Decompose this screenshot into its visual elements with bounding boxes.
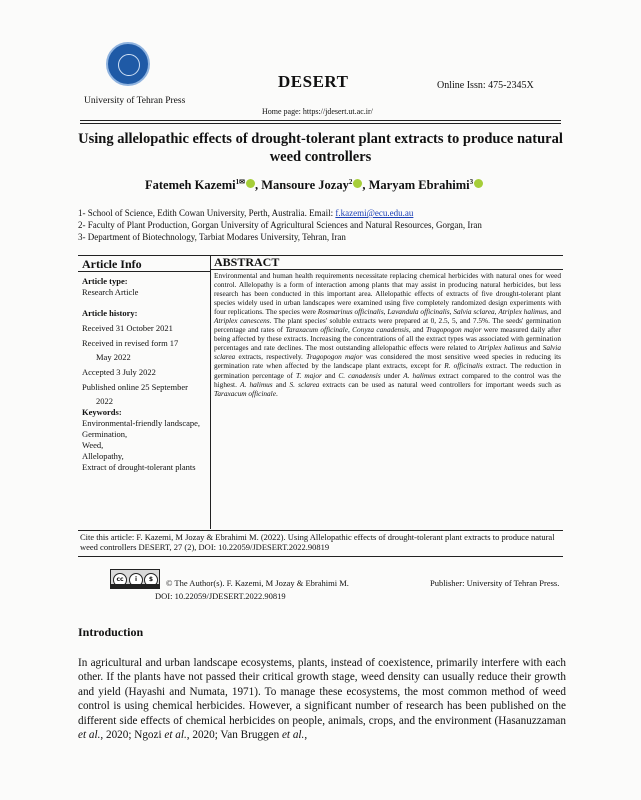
keywords-label: Keywords: xyxy=(82,407,122,417)
author-name: Fatemeh Kazemi xyxy=(145,178,236,193)
orcid-icon[interactable] xyxy=(353,179,362,188)
keyword: Allelopathy, xyxy=(82,451,124,461)
history-label: Article history: xyxy=(82,308,138,318)
creative-commons-icon[interactable]: cc i $ xyxy=(110,569,160,589)
doi[interactable]: DOI: 10.22059/JDESERT.2022.90819 xyxy=(155,591,286,601)
copyright-notice: © The Author(s). F. Kazemi, M Jozay & Ebrahimi M. xyxy=(166,578,349,588)
introduction-text: In agricultural and urban landscape ecosystems, plants, instead of coexistence, primarily interfere with each other. If the plants have not passed their critical growth stage, weed density can usually reduce their growth and yield (Hayashi and Numata, 1971). To manage these ecosystems, the most common method of weed control is using chemical herbicides. However, a significant number of research has been published on the different side effects of chemical herbicides on people, animals, crops, and the environment (Hasanuzzaman et al., 2020; Ngozi et al., 2020; Van Bruggen et al., xyxy=(78,657,566,742)
orcid-icon[interactable] xyxy=(246,179,255,188)
divider xyxy=(78,556,563,557)
author-name: Maryam Ebrahimi xyxy=(368,178,470,193)
article-title: Using allelopathic effects of drought-tolerant plant extracts to produce natural weed controllers xyxy=(78,131,563,165)
introduction-heading: Introduction xyxy=(78,625,144,639)
homepage-link[interactable]: Home page: https://jdesert.ut.ac.ir/ xyxy=(262,107,373,116)
header-rule xyxy=(80,123,561,124)
affiliation-3: 3- Department of Biotechnology, Tarbiat Modares University, Tehran, Iran xyxy=(78,232,346,242)
orcid-icon[interactable] xyxy=(474,179,483,188)
affiliation-text: 1- School of Science, Edith Cowan University, Perth, Australia. Email: xyxy=(78,208,336,218)
author-list: Fatemeh Kazemi$^{1✉}$ , Mansoure Jozay$^2$ , Maryam Ebrahimi$^3$ xyxy=(145,178,483,193)
article-info xyxy=(82,276,208,473)
divider xyxy=(211,269,563,270)
revised-date: Received in revised form 17 xyxy=(82,338,179,348)
keyword: Germination, xyxy=(82,429,128,439)
received-date: Received 31 October 2021 xyxy=(82,323,173,333)
author-superscript: 3 xyxy=(469,178,474,186)
abstract-heading: ABSTRACT xyxy=(214,255,280,269)
university-name: University of Tehran Press xyxy=(84,96,186,106)
abstract-text: Environmental and human health requirements necessitate replacing chemical herbicides with natural ones for weed control. Allelopathy is a form of interaction among plants that may assist in producing natural herbicides, but less research has been conducted in this important area. Allelopathic effects of extracts of five drought-tolerant plant species widely used in urban landscapes were examined using five completely randomized design experiments with four replications. The species were Rosmarinus officinalis, Lavandula officinalis, Salvia sclarea, Atriplex halimus, and Atriplex canescens. The plant species' soluble extracts were prepared at 0, 2.5, 5, and 7.5%. The seeds' germination percentage and rates of Taraxacum officinale, Conyza canadensis, and Tragopogon major were measured daily after being affected by these extracts. Increasing the concentrations of all the extract types was associated with germination percentages and rate declines. The most outstanding allelopathic effects were related to Atriplex halimus and Salvia sclarea extracts, respectively. Tragopogon major was considered the most sensitive weed species in reducing its germination rate when affected by the landscape plant extracts, except for R. officinalis extract. The reduction in germination percentage of T. major and C. canadensis under A. halimus extract compared to the control was the highest. A. halimus and S. sclarea extracts can be used as natural weed controllers for important weeds such as Taraxacum officinale. xyxy=(214,271,562,398)
keyword: Weed, xyxy=(82,440,104,450)
author-superscript: 1✉ xyxy=(235,178,245,186)
publisher: Publisher: University of Tehran Press. xyxy=(430,578,560,588)
revised-date-cont: May 2022 xyxy=(96,352,131,362)
citation: Cite this article: F. Kazemi, M Jozay & Ebrahimi M. (2022). Using Allelopathic effects of drought-tolerant plant extracts to produce natural weed controllers DESERT, 27 (2), DOI: 10.22059/JDESERT.2022.90819 xyxy=(80,532,555,552)
divider xyxy=(78,271,210,272)
divider xyxy=(78,255,563,256)
keyword: Environmental-friendly landscape, xyxy=(82,418,201,428)
article-info-heading: Article Info xyxy=(82,257,142,271)
author-superscript: 2 xyxy=(348,178,353,186)
author-name: Mansoure Jozay xyxy=(261,178,349,193)
accepted-date: Accepted 3 July 2022 xyxy=(82,367,156,377)
affiliation-1 xyxy=(78,207,482,219)
keyword: Extract of drought-tolerant plants xyxy=(82,462,196,472)
university-logo-icon xyxy=(106,42,150,86)
issn: Online Issn: 475-2345X xyxy=(437,80,534,91)
affiliations xyxy=(78,207,482,243)
journal-title: DESERT xyxy=(278,72,349,91)
affiliation-2: 2- Faculty of Plant Production, Gorgan University of Agricultural Sciences and Natural Resources, Gorgan, Iran xyxy=(78,220,482,230)
email-link[interactable]: f.kazemi@ecu.edu.au xyxy=(335,208,414,218)
header-rule xyxy=(80,120,561,121)
article-type-value: Research Article xyxy=(82,287,139,297)
divider xyxy=(78,530,563,531)
published-date: Published online 25 September xyxy=(82,382,189,392)
column-divider xyxy=(210,255,211,529)
published-date-cont: 2022 xyxy=(96,396,113,406)
article-type-label: Article type: xyxy=(82,276,128,286)
